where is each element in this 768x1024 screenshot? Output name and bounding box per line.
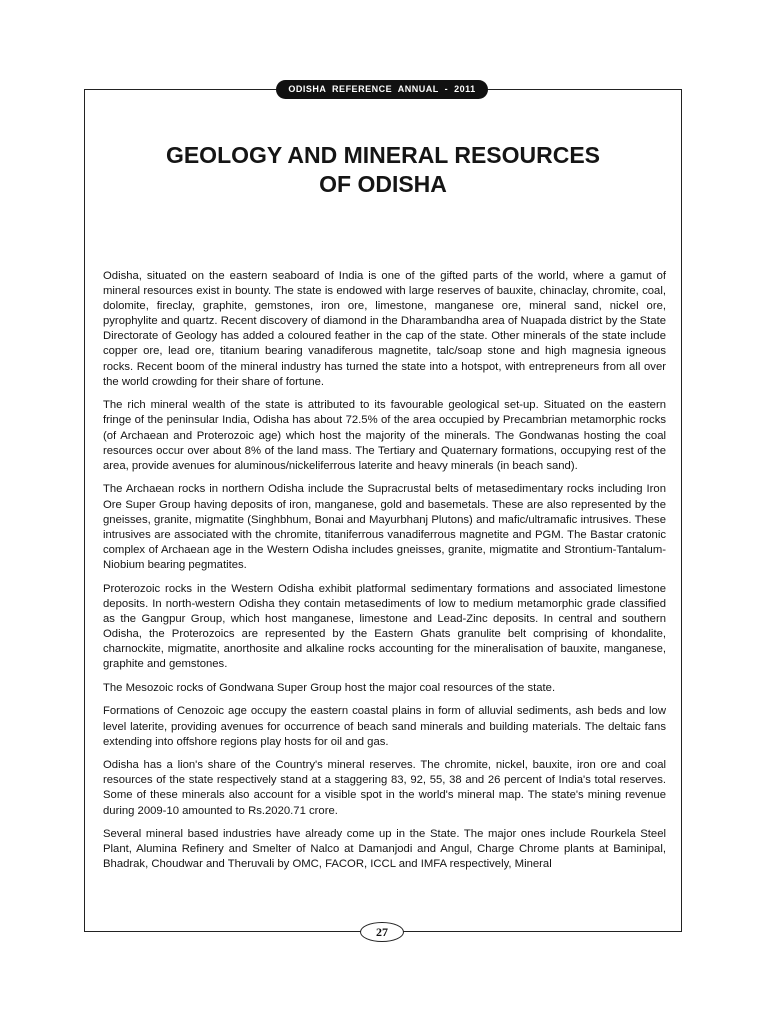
page-title [84, 141, 682, 199]
body-paragraph: The rich mineral wealth of the state is attributed to its favourable geological set-up. Situated on the eastern fringe of the peninsular India, Odisha has about 72.5% of the area occupied by Precambrian metamorphic rocks (of Archaean and Proterozoic age) which host the majority of the minerals. The Gondwanas hosting the coal resources occur over about 8% of the land mass. The Tertiary and Quaternary formations, occupying rest of the area, provide avenues for aluminous/nickeliferrous laterite and heavy minerals (in beach sand). [103, 399, 666, 472]
body-paragraph: The Archaean rocks in northern Odisha include the Supracrustal belts of metasedimentary rocks including Iron Ore Super Group having deposits of iron, manganese, gold and basemetals. These are also represented by the gneisses, granite, migmatite (Singhbhum, Bonai and Mayurbhanj Plutons) and mafic/ultramafic intrusives. These intrusives are associated with the chromite, titaniferrous vanadiferrous magnetite and PGM. The Bastar cratonic complex of Archaean age in the Western Odisha includes gneisses, granite, migmatite and Strontium-Tantalum-Niobium bearing pegmatites. [103, 483, 666, 571]
body-paragraph: Formations of Cenozoic age occupy the eastern coastal plains in form of alluvial sediments, ash beds and low level laterite, providing avenues for occurrence of beach sand minerals and building materials. The deltaic fans extending into offshore regions play hosts for oil and gas. [103, 705, 666, 748]
page-number-badge: 27 [360, 922, 404, 942]
body-paragraph: Odisha has a lion's share of the Country's mineral reserves. The chromite, nickel, bauxite, iron ore and coal resources of the state respectively stand at a staggering 83, 92, 55, 38 and 26 percent of India's total reserves. Some of these minerals also account for a visible spot in the world's mineral map. The state's mining revenue during 2009-10 amounted to Rs.2020.71 crore. [103, 759, 666, 817]
article-body [103, 269, 666, 881]
title-line-2: OF ODISHA [319, 171, 447, 197]
body-paragraph: Odisha, situated on the eastern seaboard of India is one of the gifted parts of the world, where a gamut of mineral resources exist in bounty. The state is endowed with large reserves of bauxite, chinaclay, chromite, coal, dolomite, fireclay, graphite, gemstones, iron ore, limestone, manganese ore, mineral sand, nickel ore, pyrophylite and quartz. Recent discovery of diamond in the Dharambandha area of Nuapada district by the State Directorate of Geology has added a coloured feather in the cap of the state. Other minerals of the state include copper ore, lead ore, titanium bearing vanadiferous magnetite, talc/soap stone and high magnesia igneous rocks. Recent boom of the mineral industry has turned the state into a hotspot, with entrepreneurs from all over the world crowding for their share of fortune. [103, 270, 666, 388]
running-header: ODISHA REFERENCE ANNUAL - 2011 [276, 80, 488, 99]
body-paragraph: The Mesozoic rocks of Gondwana Super Group host the major coal resources of the state. [103, 681, 556, 694]
title-line-1: GEOLOGY AND MINERAL RESOURCES [165, 142, 601, 168]
body-paragraph: Several mineral based industries have already come up in the State. The major ones include Rourkela Steel Plant, Alumina Refinery and Smelter of Nalco at Damanjodi and Angul, Charge Chrome plants at Baminipal, Bhadrak, Choudwar and Theruvali by OMC, FACOR, ICCL and IMFA respectively, Mineral [103, 828, 666, 871]
body-paragraph: Proterozoic rocks in the Western Odisha exhibit platformal sedimentary formations and associated limestone deposits. In north-western Odisha they contain metasediments of low to medium metamorphic grade classified as the Gangpur Group, which host manganese, limestone and Lead-Zinc deposits. In central and southern Odisha, the Proterozoics are represented by the Eastern Ghats granulite belt comprising of khondalite, charnockite, migmatite, anorthosite and alkaline rocks accounting for the mineralisation of bauxite, manganese, graphite and gemstones. [103, 582, 666, 671]
